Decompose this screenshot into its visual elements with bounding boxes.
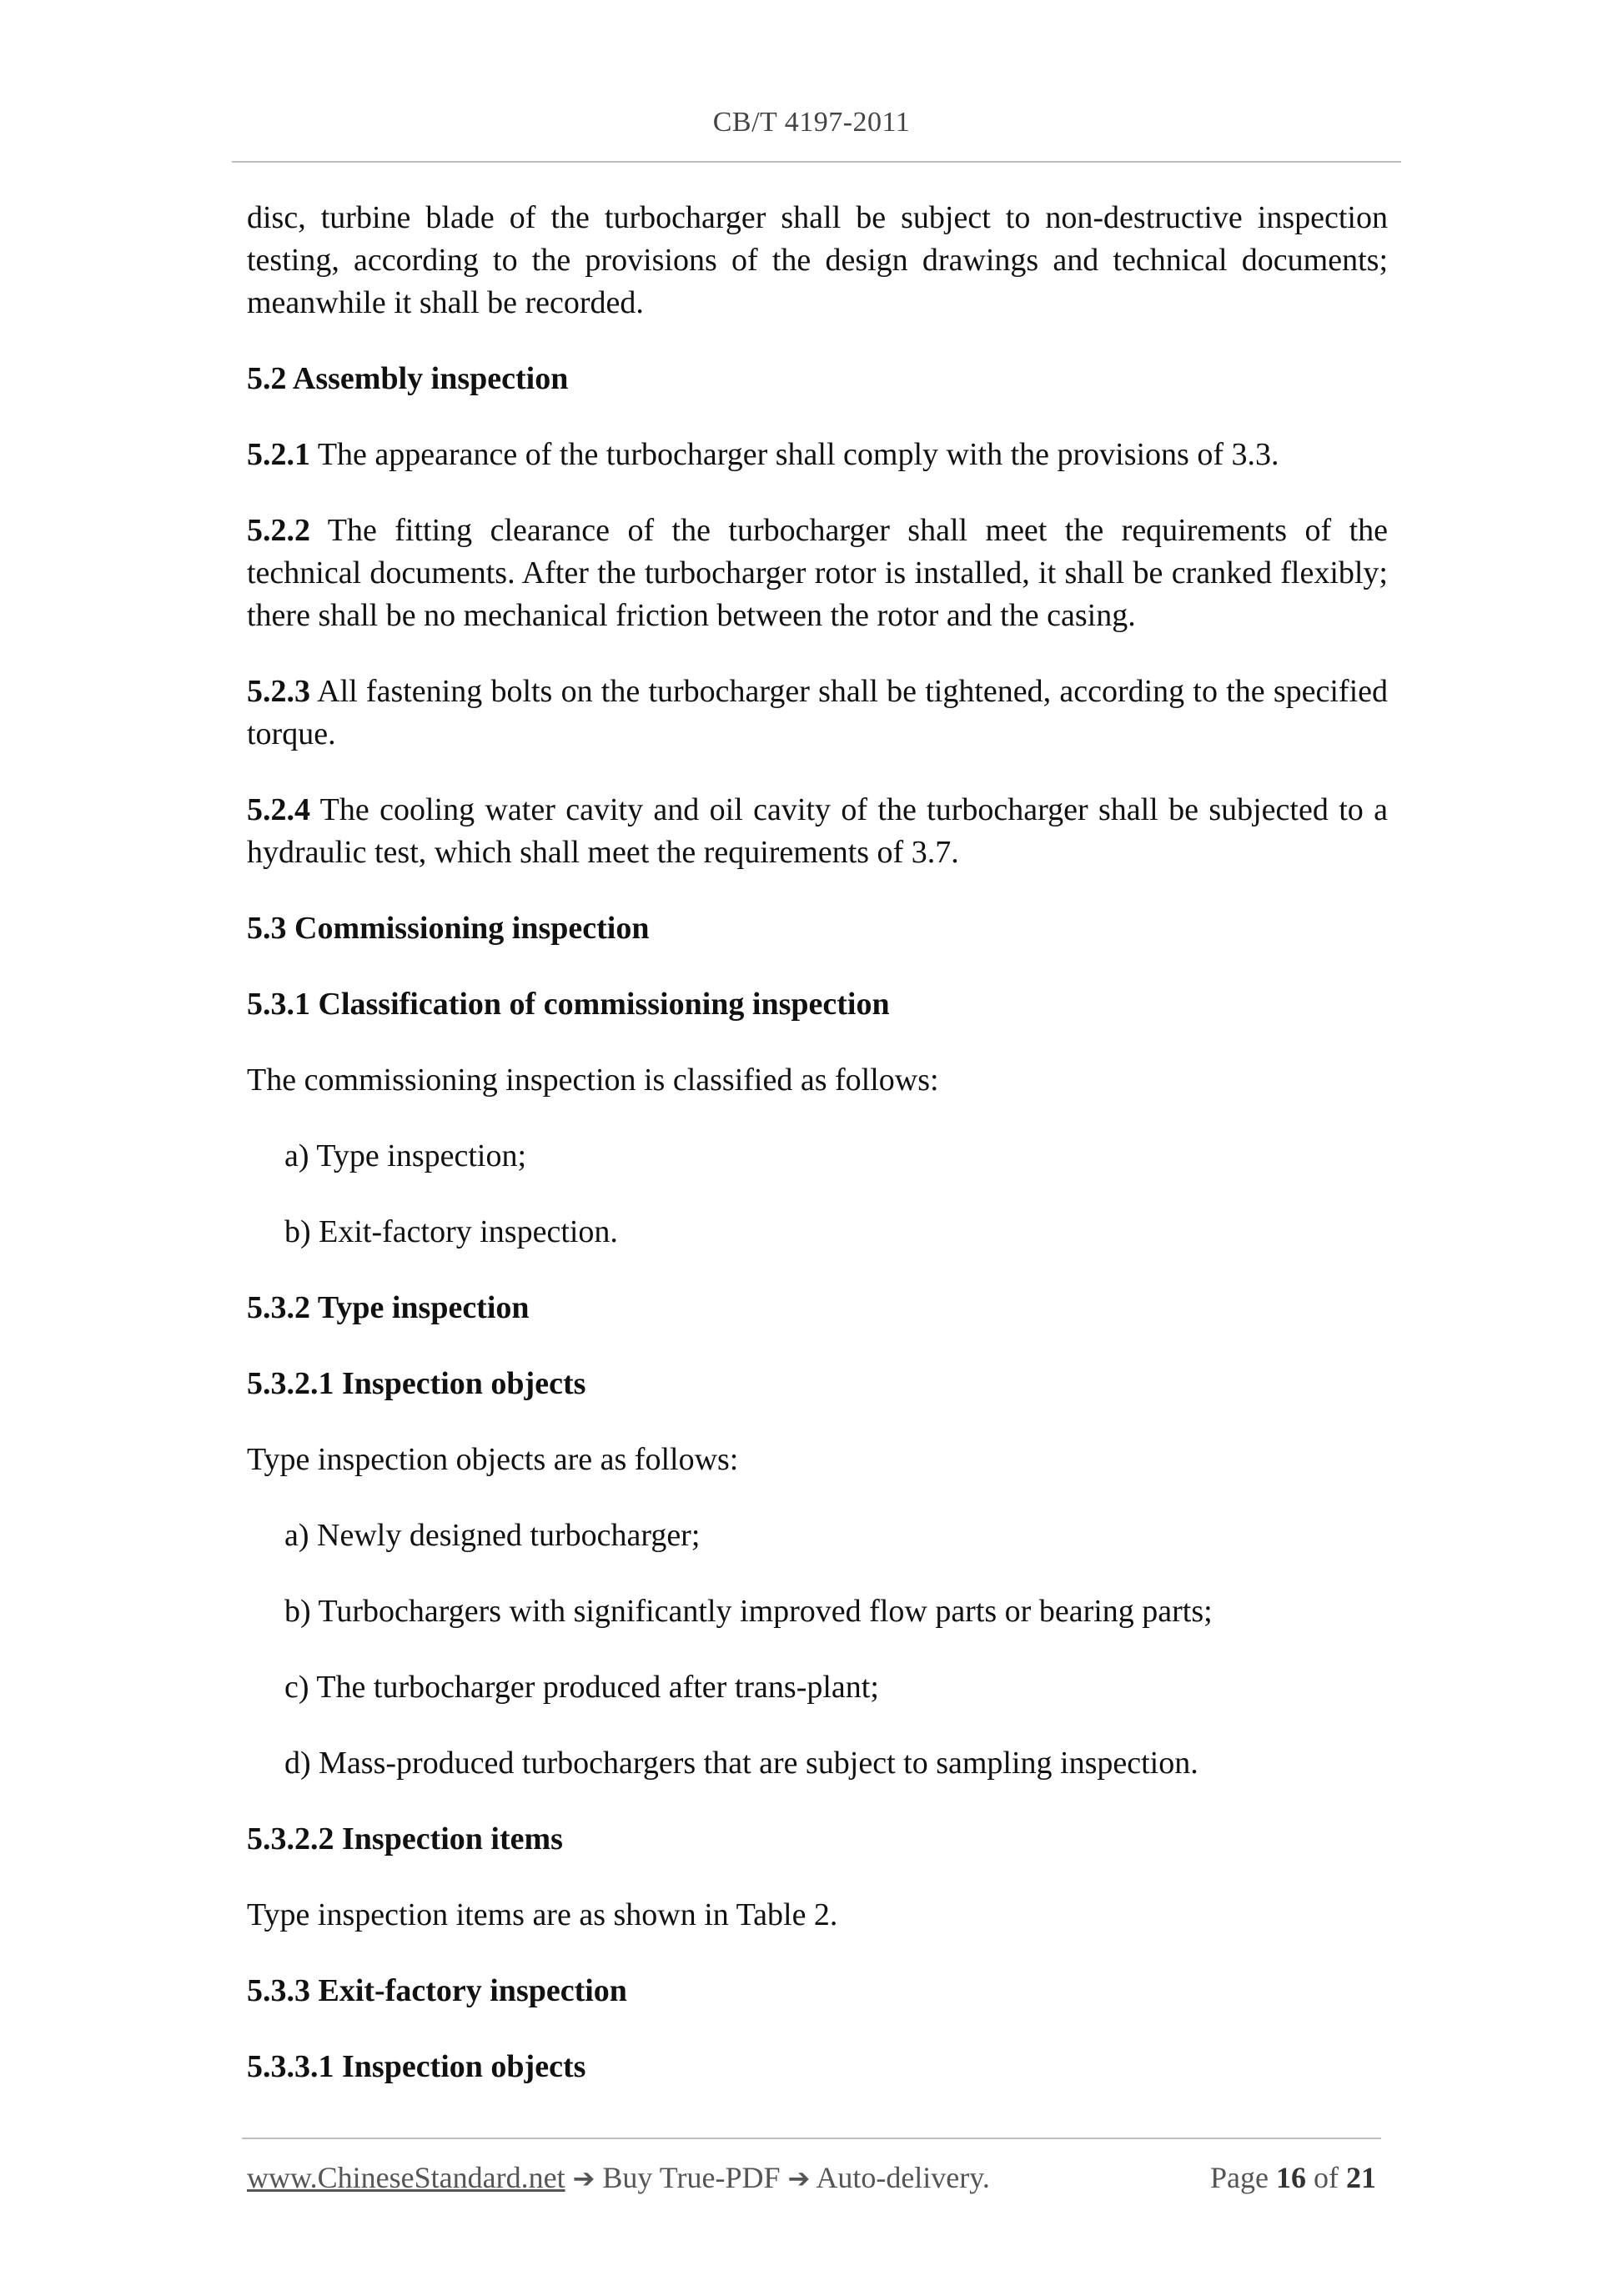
clause-5-2-4 [247, 789, 1388, 874]
list-item: d) Mass-produced turbochargers that are subject to sampling inspection. [284, 1746, 1198, 1781]
website-link[interactable]: www.ChineseStandard.net [247, 2161, 565, 2194]
paragraph-inspection-items: Type inspection items are as shown in Table 2. [247, 1897, 838, 1932]
current-page-number: 16 [1276, 2161, 1306, 2194]
footer-divider [242, 2138, 1381, 2139]
footer-promo [247, 2160, 990, 2195]
clause-5-2-3 [247, 671, 1388, 756]
arrow-right-icon: ➔ [787, 2163, 811, 2194]
list-item: a) Type inspection; [284, 1138, 527, 1173]
list-item: b) Turbochargers with significantly improved flow parts or bearing parts; [284, 1594, 1213, 1629]
document-code-header: CB/T 4197-2011 [712, 107, 911, 138]
arrow-right-icon: ➔ [572, 2163, 595, 2194]
clause-text: The fitting clearance of the turbocharger shall meet the requirements of the technical documents. After the turbocharger rotor is installed, it shall be cranked flexibly; there shall be no mechanical friction between the rotor and the casing. [247, 513, 1388, 633]
heading-5-3-1: 5.3.1 Classification of commissioning inspection [247, 987, 890, 1022]
heading-5-3-2: 5.3.2 Type inspection [247, 1290, 530, 1325]
clause-text: The cooling water cavity and oil cavity of the turbocharger shall be subjected to a hydraulic test, which shall meet the requirements of 3.7. [247, 792, 1388, 870]
list-item: c) The turbocharger produced after trans-plant; [284, 1670, 879, 1705]
page-content [247, 197, 1388, 2122]
clause-text: All fastening bolts on the turbocharger shall be tightened, according to the specified torque. [247, 674, 1388, 751]
heading-5-2: 5.2 Assembly inspection [247, 361, 569, 396]
list-item: b) Exit-factory inspection. [284, 1214, 618, 1249]
paragraph-objects-intro: Type inspection objects are as follows: [247, 1442, 739, 1477]
heading-5-3-3: 5.3.3 Exit-factory inspection [247, 1973, 627, 2008]
clause-5-2-2 [247, 510, 1388, 637]
footer-buy-text: Buy True-PDF [595, 2161, 788, 2194]
of-label: of [1314, 2161, 1339, 2194]
page-label: Page [1210, 2161, 1269, 2194]
header-divider [232, 161, 1401, 163]
clause-5-2-1 [247, 434, 1388, 476]
paragraph-classification-intro: The commissioning inspection is classified as follows: [247, 1063, 939, 1098]
clause-number: 5.2.3 [247, 674, 310, 709]
clause-text: The appearance of the turbocharger shall comply with the provisions of 3.3. [310, 437, 1279, 472]
footer-delivery-text: Auto-delivery. [810, 2161, 990, 2194]
page-indicator [1210, 2160, 1376, 2195]
paragraph-continuation: disc, turbine blade of the turbocharger shall be subject to non-destructive inspection testing, according to the provisions of the design drawings and technical documents; meanwhile it shall be recorded. [247, 200, 1388, 320]
heading-5-3-3-1: 5.3.3.1 Inspection objects [247, 2049, 586, 2084]
list-item: a) Newly designed turbocharger; [284, 1518, 701, 1553]
total-pages-number: 21 [1346, 2161, 1376, 2194]
heading-5-3: 5.3 Commissioning inspection [247, 911, 650, 946]
heading-5-3-2-1: 5.3.2.1 Inspection objects [247, 1366, 586, 1401]
heading-5-3-2-2: 5.3.2.2 Inspection items [247, 1821, 563, 1856]
clause-number: 5.2.2 [247, 513, 310, 548]
clause-number: 5.2.1 [247, 437, 310, 472]
clause-number: 5.2.4 [247, 792, 310, 827]
